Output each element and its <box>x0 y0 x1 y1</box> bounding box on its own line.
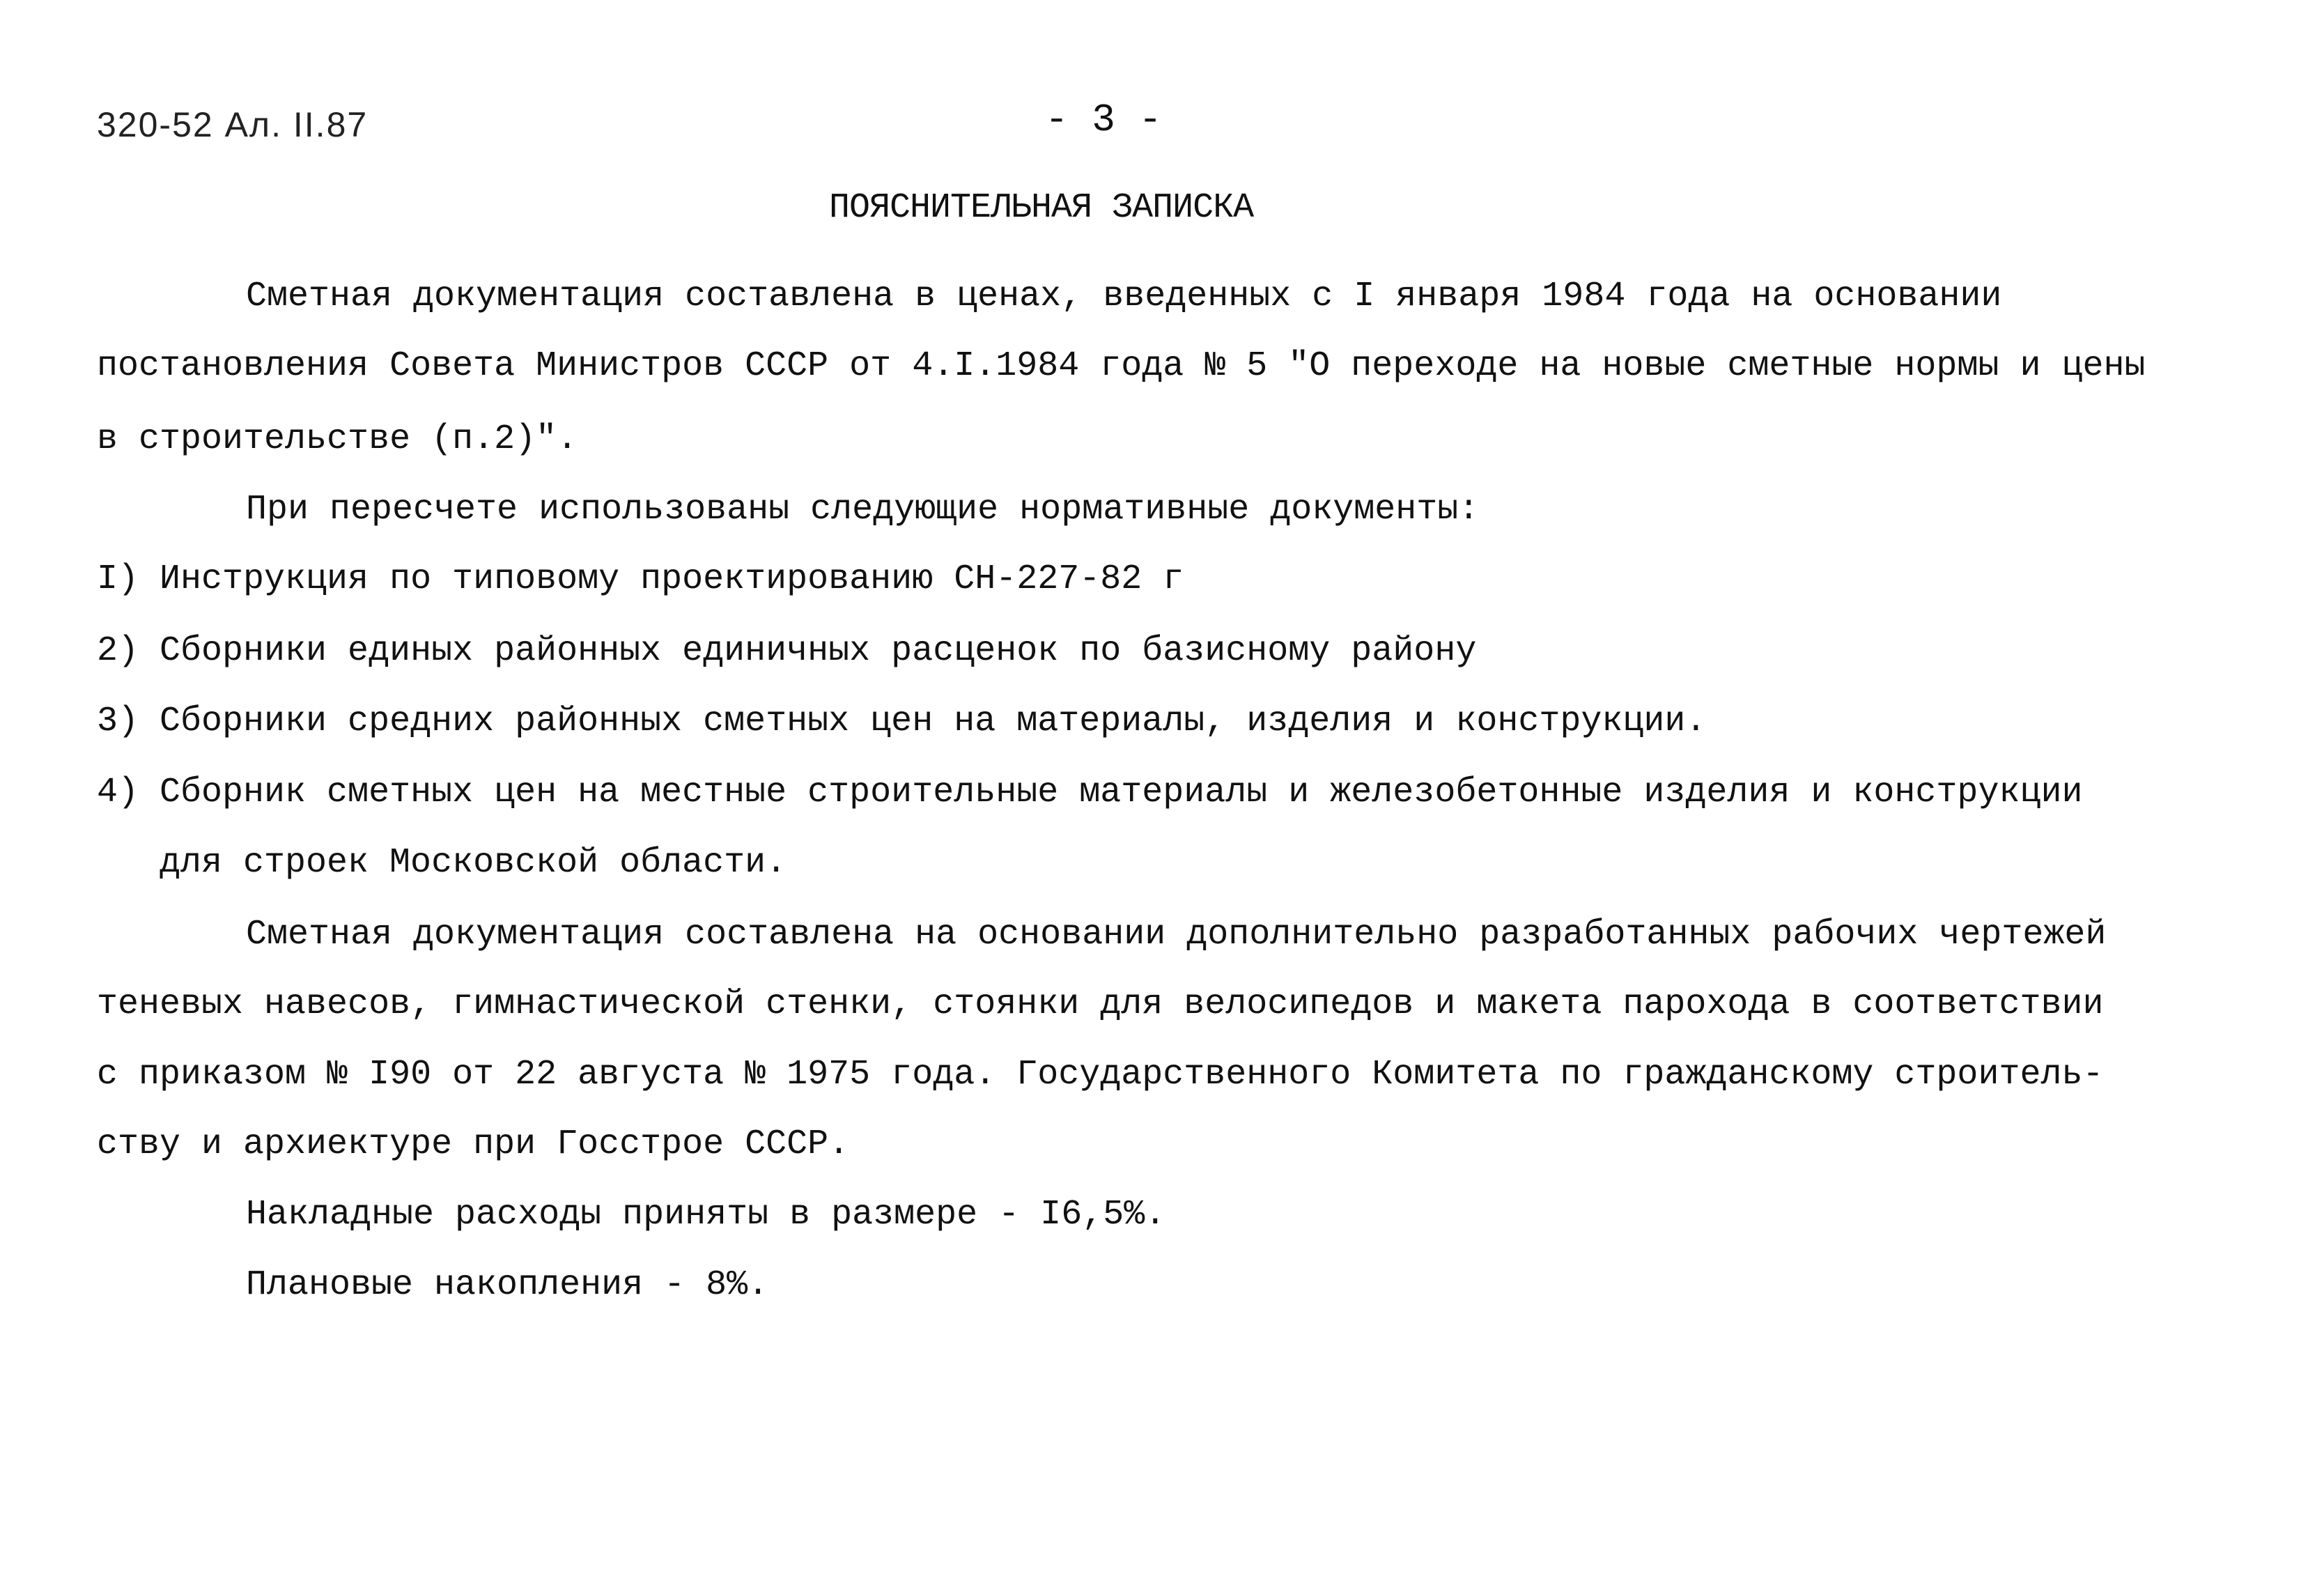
paragraph-line: ству и архиектуре при Госстрое СССР. <box>97 1124 850 1164</box>
document-title: ПОЯСНИТЕЛЬНАЯ ЗАПИСКА <box>829 188 1254 228</box>
planned-savings: Плановые накопления - 8%. <box>246 1265 769 1305</box>
paragraph-line: Сметная документация составлена на основании дополнительно разработанных рабочих чертежей <box>246 915 2107 954</box>
overhead-costs: Накладные расходы приняты в размере - I6,5%. <box>246 1195 1166 1235</box>
list-item: I) Инструкция по типовому проектированию СН-227-82 г <box>97 559 1184 599</box>
paragraph-line: с приказом № I90 от 22 августа № 1975 года. Государственного Комитета по гражданскому строитель- <box>97 1055 2104 1095</box>
list-item: 2) Сборники единых районных единичных расценок по базисному району <box>97 631 1477 671</box>
paragraph-line: Сметная документация составлена в ценах, введенных с I января 1984 года на основании <box>246 277 2002 316</box>
list-item-continuation: для строек Московской области. <box>160 843 787 883</box>
document-code: 320-52 Ал. II.87 <box>97 105 369 144</box>
paragraph-line: теневых навесов, гимнастической стенки, стоянки для велосипедов и макета парохода в соответствии <box>97 984 2104 1024</box>
page-number: - 3 - <box>1045 98 1163 142</box>
list-item: 3) Сборники средних районных сметных цен на материалы, изделия и конструкции. <box>97 702 1707 741</box>
list-item: 4) Сборник сметных цен на местные строительные материалы и железобетонные изделия и конструкции <box>97 773 2083 812</box>
paragraph-line: постановления Совета Министров СССР от 4.I.1984 года № 5 "О переходе на новые сметные нормы и цены <box>97 346 2146 386</box>
list-intro: При пересчете использованы следующие нормативные документы: <box>246 490 1480 529</box>
paragraph-line: в строительстве (п.2)". <box>97 419 578 459</box>
